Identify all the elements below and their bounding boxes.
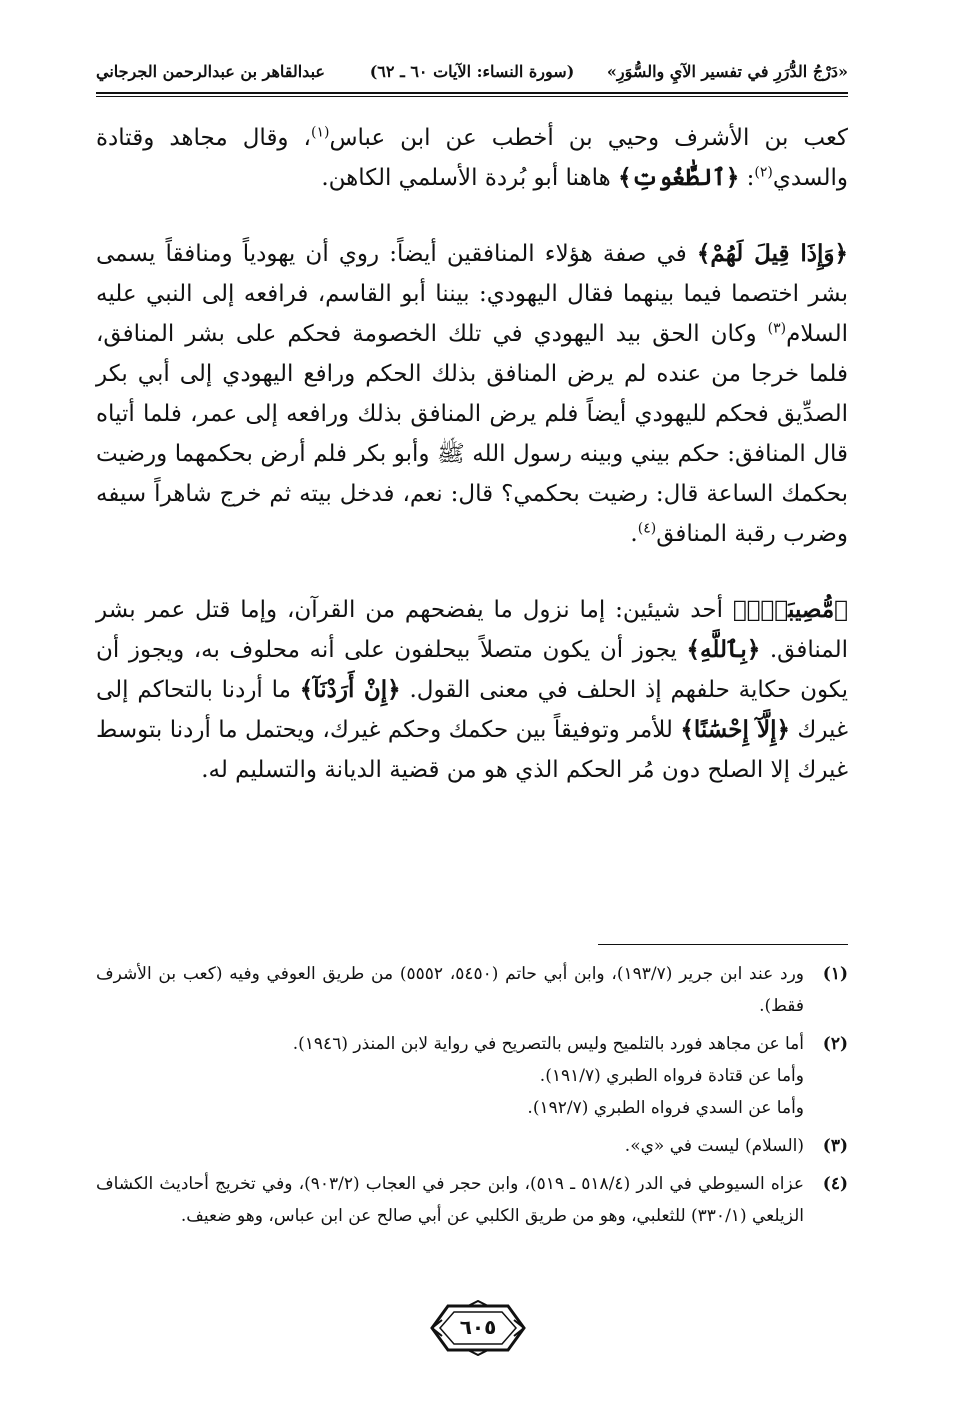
- footnote-3: [96, 1130, 848, 1162]
- quran-citation: ﴿ٱلطَّٰغُوتِ﴾: [618, 164, 740, 191]
- text-run: للأمر وتوفيقاً بين حكمك وحكم غيرك، ويحتمل ما أردنا بتوسط غيرك إلا الصلح دون مُر الحكم الذي هو من قضية الديانة والتسليم له.: [96, 717, 848, 783]
- footnote-text: وأما عن السدي فرواه الطبري (١٩٢/٧).: [527, 1098, 804, 1118]
- header-rule-thick: [96, 92, 848, 94]
- footnote-text: وأما عن قتادة فرواه الطبري (١٩١/٧).: [539, 1066, 804, 1086]
- main-text: [96, 118, 848, 826]
- quran-citation: ﴿بِٱللَّهِ﴾: [686, 636, 761, 663]
- text-run: ، وقال مجاهد وقتادة والسدي: [96, 125, 848, 191]
- text-run: أحد شيئين: إما نزول ما يفضحهم من القرآن، وإما قتل عمر بشر المنافق.: [96, 597, 848, 663]
- footnote-number: (٤): [822, 1174, 848, 1194]
- running-header: [96, 58, 848, 92]
- text-run: هاهنا أبو بُردة الأسلمي الكاهن.: [321, 165, 619, 191]
- text-run: :: [739, 165, 755, 191]
- quran-citation: ﴿إِنْ أَرَدْنَآ﴾: [299, 676, 401, 703]
- quran-citation: ﴿وَإِذَا قِيلَ لَهُمْ﴾: [696, 240, 848, 267]
- footnote-number: (٣): [822, 1136, 848, 1156]
- text-run: في صفة هؤلاء المنافقين أيضاً: روي أن يهودياً ومنافقاً يسمى بشر اختصما فيما بينهما فقال اليهودي: بيننا أبو القاسم، فرافعه إلى النبي عليه السلام: [96, 241, 848, 347]
- text-run: .: [630, 521, 638, 547]
- quran-citation: ﴿مُّصِيبَةٌۢ﴾: [732, 596, 848, 623]
- footnote-ref: (١): [310, 124, 330, 141]
- page-number: ٦٠٥: [459, 1315, 497, 1339]
- header-rule-thin: [96, 96, 848, 97]
- footnote-separator: [598, 944, 848, 945]
- footnote-text: أما عن مجاهد فورد بالتلميح وليس بالتصريح في رواية لابن المنذر (١٩٤٦).: [292, 1034, 804, 1054]
- footnote-ref: (٣): [767, 320, 787, 337]
- footnote-2: [96, 1028, 848, 1124]
- footnote-text: (السلام) ليست في «ي».: [624, 1136, 804, 1156]
- header-surah-range: (سورة النساء: الآيات ٦٠ ـ ٦٢): [369, 62, 575, 81]
- quran-citation: ﴿إِلَّآ إِحْسَٰنًا﴾: [680, 716, 790, 743]
- text-run: يجوز أن يكون متصلاً بيحلفون على أنه محلوف به، ويجوز أن يكون حكاية حلفهم إذ الحلف في معنى القول.: [96, 637, 849, 703]
- page-number-ornament: [428, 1300, 528, 1356]
- text-run: ما أردنا بالتحاكم إلى غيرك: [96, 677, 848, 743]
- text-run: كعب بن الأشرف وحيي بن أخطب عن ابن عباس: [329, 125, 848, 151]
- header-book-title: «دَرْجُ الدُّرَرِ في تفسير الآيِ والسُّوَرِ»: [606, 62, 848, 81]
- footnote-4: [96, 1168, 848, 1232]
- footnote-number: (٢): [822, 1034, 848, 1054]
- text-run: وكان الحق بيد اليهودي في تلك الخصومة فحكم على بشر المنافق، فلما خرجا من عنده لم يرض المنافق بذلك الحكم ورافع اليهودي إلى أبي بكر الصدِّيق فحكم لليهودي أيضاً فلم يرض المنافق بذلك ورافعه إلى عمر، فلما أتياه قال المنافق: حكم بيني وبينه رسول الله ﷺ وأبو بكر فلم أرض بحكمهما ورضيت بحكمك الساعة قال: رضيت بحكمي؟ قال: نعم، فدخل بيته ثم خرج شاهراً سيفه وضرب رقبة المنافق: [96, 321, 848, 547]
- footnote-text: عزاه السيوطي في الدر (٥١٨/٤ ـ ٥١٩)، وابن حجر في العجاب (٩٠٣/٢)، وفي تخريج أحاديث الكشاف الزيلعي (٣٣٠/١) للثعلبي، وهو من طريق الكلبي عن أبي صالح عن ابن عباس، وهو ضعيف.: [96, 1174, 805, 1226]
- paragraph-2: [96, 234, 848, 554]
- header-author: عبدالقاهر بن عبدالرحمن الجرجاني: [96, 62, 325, 81]
- footnote-1: [96, 958, 848, 1022]
- paragraph-1: [96, 118, 848, 198]
- footnote-ref: (٢): [754, 164, 773, 181]
- footnotes: [96, 958, 848, 1238]
- paragraph-3: [96, 590, 848, 790]
- footnote-ref: (٤): [637, 520, 657, 537]
- footnote-text: ورد عند ابن جرير (١٩٣/٧)، وابن أبي حاتم (٥٤٥٠، ٥٥٥٢) من طريق العوفي وفيه (كعب بن الأشرف فقط).: [96, 964, 804, 1016]
- footnote-number: (١): [822, 964, 848, 984]
